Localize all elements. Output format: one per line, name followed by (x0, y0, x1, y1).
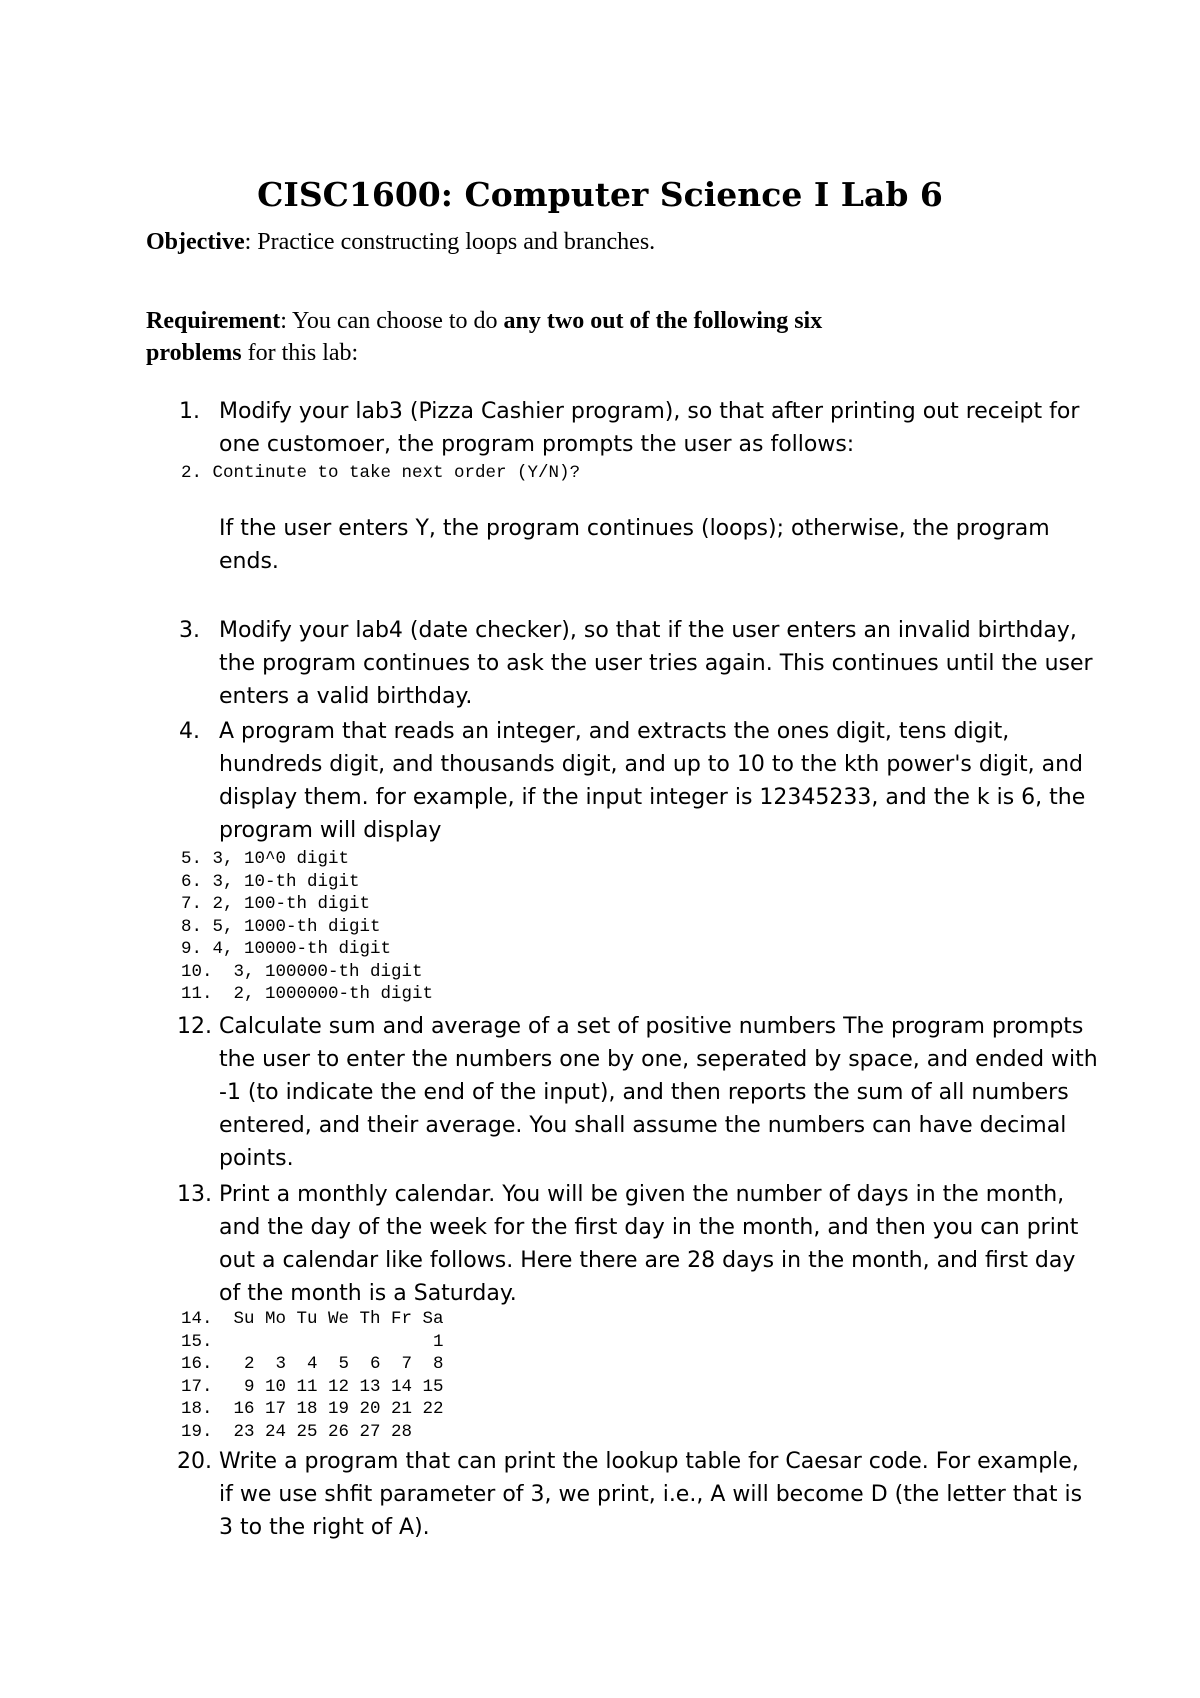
code-line: 10. 3, 100000-th digit (181, 961, 423, 982)
objective-text: : Practice constructing loops and branches. (244, 229, 656, 255)
item-text: Modify your lab3 (Pizza Cashier program), so that after printing out receipt for one customoer, the program prompts the user as follows: (219, 399, 1080, 457)
item-text: Print a monthly calendar. You will be given the number of days in the month, and the day of the week for the first day in the month, and then you can print out a calendar like follows. Here there are 28 days in the month, and first day of the month is a Saturday. (219, 1182, 1079, 1306)
code-line: 8. 5, 1000-th digit (181, 916, 381, 937)
requirement-text-2: for this lab: (241, 340, 359, 366)
requirement-paragraph (146, 305, 1076, 369)
item-number: 1. (179, 399, 200, 424)
item-text: Write a program that can print the lookup table for Caesar code. For example, if we use shfit parameter of 3, we print, i.e., A will become D (the letter that is 3 to the right of A). (219, 1449, 1083, 1540)
item-continuation: If the user enters Y, the program continues (loops); otherwise, the program ends. (219, 516, 1050, 574)
item-number: 20. (177, 1449, 212, 1474)
item-number: 4. (179, 719, 200, 744)
objective-paragraph (146, 226, 1076, 258)
item-number: 3. (179, 618, 200, 643)
requirement-emphasis: any two out of the following six (503, 308, 823, 334)
code-block-digits (181, 848, 433, 1006)
code-block-calendar (181, 1308, 444, 1443)
code-line: 15. 1 (181, 1331, 444, 1352)
requirement-text: : You can choose to do (280, 308, 504, 334)
code-line: 5. 3, 10^0 digit (181, 849, 350, 869)
item-text: A program that reads an integer, and extracts the ones digit, tens digit, hundreds digit, and thousands digit, and up to 10 to the kth power's digit, and display them. for example, if the input integer is 12345233, and the k is 6, the program will display (219, 719, 1086, 843)
item-number: 13. (177, 1182, 212, 1207)
item-text: Calculate sum and average of a set of positive numbers The program prompts the user to enter the numbers one by one, seperated by space, and ended with -1 (to indicate the end of the input), and then reports the sum of all numbers entered, and their average. You shall assume the numbers can have decimal points. (219, 1014, 1098, 1171)
code-line: 17. 9 10 11 12 13 14 15 (181, 1376, 444, 1397)
code-line: 2. Continute to take next order (Y/N)? (181, 463, 581, 483)
code-line: 6. 3, 10-th digit (181, 871, 360, 892)
code-line: 14. Su Mo Tu We Th Fr Sa (181, 1309, 444, 1329)
code-line: 19. 23 24 25 26 27 28 (181, 1421, 413, 1442)
requirement-emphasis-2: problems (146, 340, 242, 366)
code-line: 9. 4, 10000-th digit (181, 939, 392, 959)
requirement-label: Requirement (146, 308, 281, 334)
item-text: Modify your lab4 (date checker), so that if the user enters an invalid birthday, the program continues to ask the user tries again. This continues until the user enters a valid birthday. (219, 618, 1093, 709)
code-line: 18. 16 17 18 19 20 21 22 (181, 1399, 444, 1419)
code-line: 11. 2, 1000000-th digit (181, 984, 434, 1004)
code-line: 16. 2 3 4 5 6 7 8 (181, 1354, 444, 1374)
objective-label: Objective (146, 229, 245, 255)
code-line: 7. 2, 100-th digit (181, 894, 371, 914)
page-title: CISC1600: Computer Science I Lab 6 (257, 175, 943, 214)
item-number: 12. (177, 1014, 212, 1039)
